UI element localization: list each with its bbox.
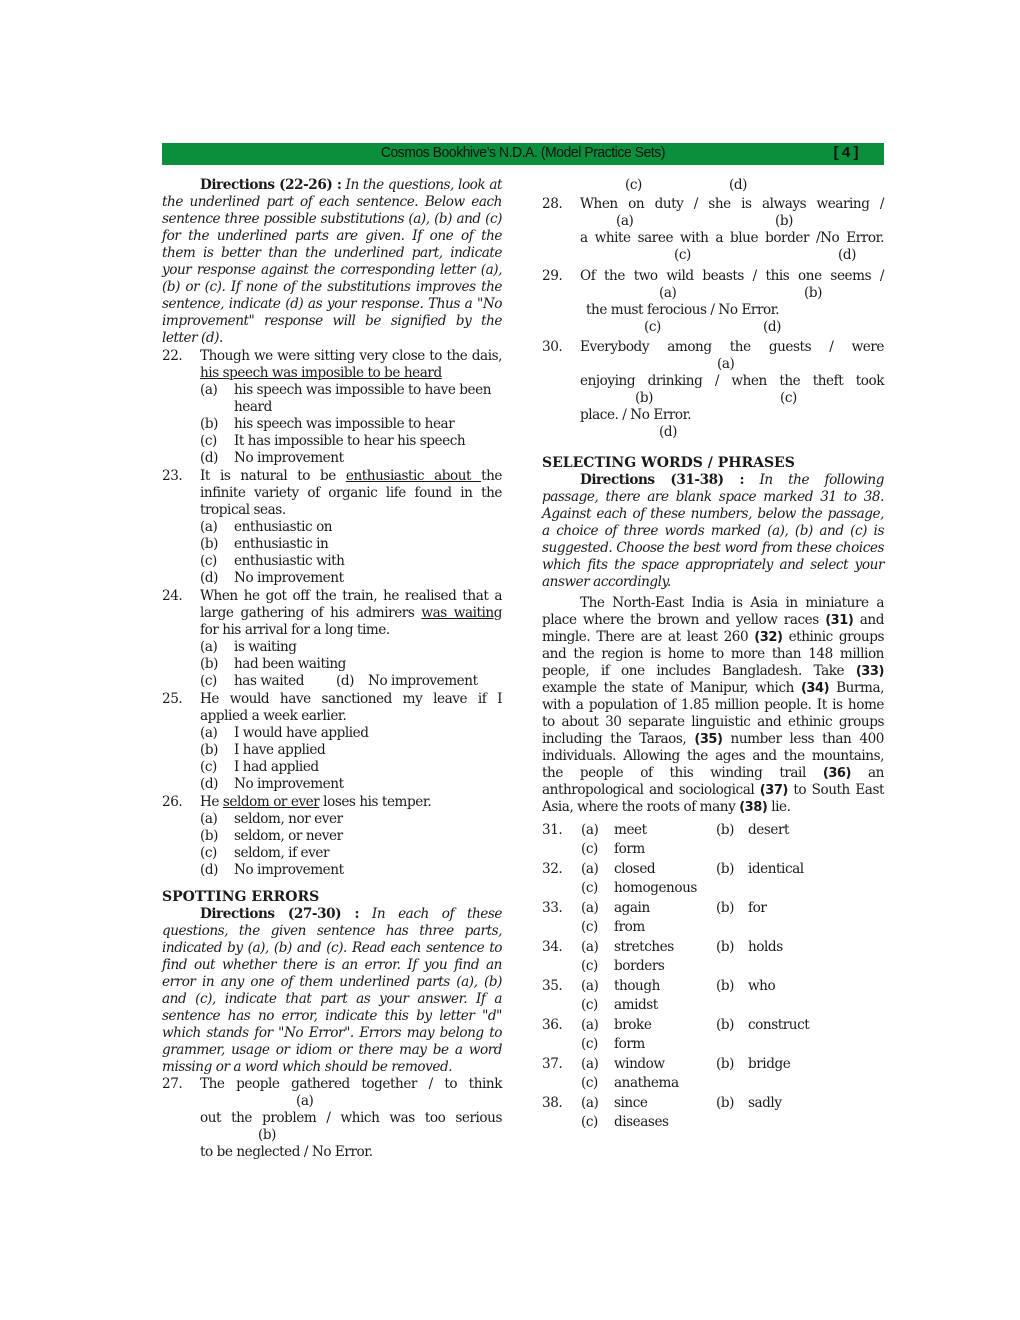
question-text: for his arrival for a long time. xyxy=(200,622,390,638)
question-text: Though we were sitting very close to the dais, xyxy=(200,348,502,364)
option-letter: (a) xyxy=(581,822,599,838)
choice-question-34 xyxy=(542,939,884,978)
question-number: 28. xyxy=(542,196,563,212)
question-number: 38. xyxy=(542,1095,563,1111)
choice-row xyxy=(542,997,884,1016)
option-text: has waited xyxy=(234,673,304,689)
blank-number: (31) xyxy=(825,613,854,628)
blank-number: (36) xyxy=(822,766,852,781)
option-letter: (d) xyxy=(336,673,354,689)
option-letter: (b) xyxy=(716,822,734,838)
passage-text: to South East Asia, where the roots of many xyxy=(542,782,885,815)
option-text: sadly xyxy=(748,1095,782,1111)
question-line: place. / No Error. xyxy=(580,407,692,423)
option-text: enthusiastic with xyxy=(234,553,345,569)
choice-row xyxy=(542,1017,884,1036)
option-letter: (a) xyxy=(581,900,599,916)
passage-text: example the state of Manipur, which xyxy=(542,680,801,696)
directions-27-30 xyxy=(162,906,502,1076)
part-label: (c) xyxy=(780,390,797,406)
question-number: 27. xyxy=(162,1076,183,1092)
option-text: who xyxy=(748,978,776,994)
underlined-phrase: seldom or ever xyxy=(222,794,320,810)
part-label: (b) xyxy=(804,285,822,301)
question-stem xyxy=(162,588,502,639)
question-line: out the problem / which was too serious xyxy=(200,1110,502,1126)
directions-text: In the questions, look at the underlined part of each sentence. Below each sentence three possible substitutions (a), (b) and (c) for the underlined parts are given. If one of the them is better than the underlined part, indicate your response against the corresponding letter (a), (b) or (c). If none of the substitutions improves the sentence, indicate (d) as your response. Thus a "No improvement" response will be signified by the letter (d). xyxy=(162,177,502,346)
option xyxy=(162,433,502,450)
part-label: (c) xyxy=(674,247,691,263)
directions-label: Directions (31-38) : xyxy=(580,472,745,488)
option-letter: (c) xyxy=(200,845,217,861)
option-letter: (b) xyxy=(716,939,734,955)
choice-question-31 xyxy=(542,822,884,861)
option xyxy=(162,382,502,416)
choice-question-33 xyxy=(542,900,884,939)
choice-row xyxy=(542,880,884,899)
option-letter: (b) xyxy=(716,900,734,916)
passage-text: The North-East India is Asia in miniature a place where the brown and yellow races xyxy=(542,595,884,628)
option xyxy=(162,828,502,845)
question-number: 29. xyxy=(542,268,563,284)
section-heading-selecting-words: SELECTING WORDS / PHRASES xyxy=(542,455,795,471)
option-letter: (b) xyxy=(716,978,734,994)
choice-row xyxy=(542,939,884,958)
option xyxy=(162,553,502,570)
question-text: the infinite variety of organic life found in the tropical seas. xyxy=(200,468,502,518)
question-text: He would have sanctioned my leave if I applied a week earlier. xyxy=(200,691,502,724)
option-text: meet xyxy=(614,822,647,838)
choice-row xyxy=(542,1036,884,1055)
passage-text: lie. xyxy=(767,799,791,815)
option-letter: (b) xyxy=(716,1095,734,1111)
choice-row xyxy=(542,978,884,997)
passage-text: ethinic groups and the region is home to more than 148 million people, if one includes Bangladesh. Take xyxy=(542,629,884,679)
question-27-labels xyxy=(542,177,884,194)
part-label: (a) xyxy=(616,213,634,229)
choice-row xyxy=(542,900,884,919)
choice-question-36 xyxy=(542,1017,884,1056)
option-letter: (c) xyxy=(200,673,217,689)
option-text: I would have applied xyxy=(234,725,369,741)
option-text: No improvement xyxy=(234,862,344,878)
part-label: (b) xyxy=(775,213,793,229)
option-letter: (a) xyxy=(200,639,218,655)
question-number: 30. xyxy=(542,339,563,355)
option-letter: (a) xyxy=(581,978,599,994)
question-30 xyxy=(542,339,884,441)
part-label: (c) xyxy=(625,177,642,193)
left-column xyxy=(162,177,502,1161)
option-letter: (c) xyxy=(581,919,598,935)
option xyxy=(162,639,502,656)
option xyxy=(162,862,502,879)
option xyxy=(162,759,502,776)
question-line: a white saree with a blue border /No Error. xyxy=(580,230,884,246)
book-title: Cosmos Bookhive’s N.D.A. (Model Practice Sets) xyxy=(380,144,666,161)
blank-number: (33) xyxy=(855,664,884,679)
part-label: (a) xyxy=(717,356,735,372)
option xyxy=(162,536,502,553)
directions-31-38 xyxy=(542,472,884,591)
option-letter: (a) xyxy=(200,725,218,741)
option xyxy=(162,742,502,759)
option-text: homogenous xyxy=(614,880,697,896)
choice-row xyxy=(542,861,884,880)
blank-number: (37) xyxy=(759,783,788,798)
choice-row xyxy=(542,1056,884,1075)
option-text: though xyxy=(614,978,660,994)
question-28 xyxy=(542,196,884,264)
choice-row xyxy=(542,841,884,860)
question-number: 23. xyxy=(162,468,183,484)
option-letter: (c) xyxy=(581,1114,598,1130)
option-letter: (c) xyxy=(581,997,598,1013)
option-letter: (a) xyxy=(200,811,218,827)
option-letter: (c) xyxy=(581,841,598,857)
part-label: (b) xyxy=(258,1127,276,1143)
option-text: No improvement xyxy=(368,673,478,689)
question-22 xyxy=(162,348,502,467)
option-letter: (b) xyxy=(716,1056,734,1072)
option xyxy=(162,519,502,536)
option-text: diseases xyxy=(614,1114,669,1130)
option-text: It has impossible to hear his speech xyxy=(234,433,466,449)
question-number: 32. xyxy=(542,861,563,877)
part-label: (d) xyxy=(763,319,781,335)
option-text: anathema xyxy=(614,1075,679,1091)
option-letter: (a) xyxy=(581,1017,599,1033)
answer-choices xyxy=(542,822,884,1134)
right-column xyxy=(542,177,884,1134)
option xyxy=(162,656,502,673)
option-letter: (a) xyxy=(581,939,599,955)
directions-label: Directions (27-30) : xyxy=(200,906,360,922)
option-letter: (b) xyxy=(200,416,218,432)
question-line: Of the two wild beasts / this one seems / xyxy=(580,268,884,284)
section-heading-spotting-errors: SPOTTING ERRORS xyxy=(162,889,320,905)
option-text: desert xyxy=(748,822,790,838)
option xyxy=(162,776,502,793)
part-label: (d) xyxy=(659,424,677,440)
question-number: 22. xyxy=(162,348,183,364)
option-text: holds xyxy=(748,939,783,955)
passage-text: an anthropological and sociological xyxy=(542,765,884,798)
option-letter: (b) xyxy=(200,828,218,844)
question-number: 37. xyxy=(542,1056,563,1072)
option-text: form xyxy=(614,1036,645,1052)
option-letter: (d) xyxy=(200,570,218,586)
page-header-bar xyxy=(162,143,884,165)
option-text: bridge xyxy=(748,1056,791,1072)
blank-number: (32) xyxy=(754,630,783,645)
part-label: (d) xyxy=(838,247,856,263)
option-letter: (b) xyxy=(716,1017,734,1033)
option-text: is waiting xyxy=(234,639,297,655)
question-line: the must ferocious / No Error. xyxy=(586,302,780,318)
option-letter: (d) xyxy=(200,776,218,792)
option-letter: (b) xyxy=(200,656,218,672)
question-text: It is natural to be xyxy=(200,468,346,484)
part-label: (d) xyxy=(729,177,747,193)
option-text: No improvement xyxy=(234,570,344,586)
question-number: 36. xyxy=(542,1017,563,1033)
question-number: 24. xyxy=(162,588,183,604)
part-label: (a) xyxy=(659,285,677,301)
questions-22-26 xyxy=(162,348,502,879)
option-text: from xyxy=(614,919,645,935)
question-26 xyxy=(162,794,502,879)
question-line: to be neglected / No Error. xyxy=(200,1144,373,1160)
option-text: enthusiastic on xyxy=(234,519,333,535)
option-text: his speech was impossible to have been heard xyxy=(234,382,492,415)
option-text: stretches xyxy=(614,939,674,955)
question-text: When he got off the train, he realised that a large gathering of his admirers xyxy=(200,588,502,621)
option xyxy=(162,450,502,467)
option-letter: (c) xyxy=(581,958,598,974)
option-letter: (b) xyxy=(716,861,734,877)
question-23 xyxy=(162,468,502,587)
option xyxy=(162,725,502,742)
option-text: borders xyxy=(614,958,665,974)
question-number: 34. xyxy=(542,939,563,955)
choice-question-37 xyxy=(542,1056,884,1095)
choice-row xyxy=(542,958,884,977)
passage-text: and mingle. There are at least 260 xyxy=(542,612,884,645)
option-text: closed xyxy=(614,861,656,877)
option-text: construct xyxy=(748,1017,810,1033)
option-letter: (c) xyxy=(581,1075,598,1091)
option-text: amidst xyxy=(614,997,658,1013)
directions-22-26 xyxy=(162,177,502,347)
question-number: 26. xyxy=(162,794,183,810)
option-letter: (a) xyxy=(581,1056,599,1072)
part-label: (a) xyxy=(296,1093,314,1109)
option-letter: (d) xyxy=(200,862,218,878)
option-text: seldom, or never xyxy=(234,828,343,844)
directions-label: Directions (22-26) : xyxy=(200,177,342,193)
question-line: enjoying drinking / when the theft took xyxy=(580,373,884,389)
choice-row xyxy=(542,1075,884,1094)
option-letter: (b) xyxy=(200,742,218,758)
option-text: I had applied xyxy=(234,759,319,775)
option-letter: (c) xyxy=(581,1036,598,1052)
option-text: for xyxy=(748,900,767,916)
option-letter: (a) xyxy=(200,519,218,535)
option-letter: (c) xyxy=(200,433,217,449)
question-stem xyxy=(162,691,502,725)
cloze-passage xyxy=(542,595,884,816)
part-label: (b) xyxy=(635,390,653,406)
option-text: seldom, nor ever xyxy=(234,811,343,827)
underlined-phrase: enthusiastic about xyxy=(345,468,482,484)
choice-row xyxy=(542,1095,884,1114)
question-stem xyxy=(162,468,502,519)
underlined-phrase: his speech was imposible to be heard xyxy=(200,365,442,381)
option-text: No improvement xyxy=(234,776,344,792)
question-29 xyxy=(542,268,884,336)
question-number: 25. xyxy=(162,691,183,707)
option-text: enthusiastic in xyxy=(234,536,329,552)
blank-number: (38) xyxy=(739,800,768,815)
question-stem xyxy=(162,794,502,811)
option-text: identical xyxy=(748,861,804,877)
option-text: form xyxy=(614,841,645,857)
option-text: broke xyxy=(614,1017,652,1033)
question-27 xyxy=(162,1076,502,1161)
choice-question-32 xyxy=(542,861,884,900)
option-text: since xyxy=(614,1095,648,1111)
option xyxy=(162,570,502,587)
underlined-phrase: was waiting xyxy=(421,605,502,621)
choice-row xyxy=(542,919,884,938)
option-letter: (a) xyxy=(581,861,599,877)
passage-text: number less than 400 individuals. Allowing the ages and the mountains, the people of this winding trail xyxy=(542,731,884,781)
option-letter: (c) xyxy=(200,759,217,775)
option-letter: (c) xyxy=(200,553,217,569)
option-text: seldom, if ever xyxy=(234,845,330,861)
choice-question-38 xyxy=(542,1095,884,1134)
option xyxy=(162,811,502,828)
passage-text: Burma, with a population of 1.85 million people. It is home to about 30 separate linguistic and ethinic groups including the Taraos, xyxy=(542,680,884,747)
option-text: I have applied xyxy=(234,742,326,758)
question-number: 35. xyxy=(542,978,563,994)
blank-number: (34) xyxy=(800,681,830,696)
question-number: 31. xyxy=(542,822,563,838)
question-text: loses his temper. xyxy=(319,794,432,810)
question-line: The people gathered together / to think xyxy=(200,1076,502,1092)
option xyxy=(162,416,502,433)
option-letter: (d) xyxy=(200,450,218,466)
question-25 xyxy=(162,691,502,793)
choice-question-35 xyxy=(542,978,884,1017)
option-letter: (a) xyxy=(200,382,218,398)
question-line: When on duty / she is always wearing / xyxy=(580,196,884,212)
option-text: No improvement xyxy=(234,450,344,466)
option-letter: (a) xyxy=(581,1095,599,1111)
directions-text: In the following passage, there are blank space marked 31 to 38. Against each of these numbers, below the passage, a choice of three words marked (a), (b) and (c) is suggested. Choose the best word from these choices which fits the space appropriately and select your answer accordingly. xyxy=(542,472,884,590)
question-number: 33. xyxy=(542,900,563,916)
choice-row xyxy=(542,822,884,841)
option-text: again xyxy=(614,900,650,916)
option-text: had been waiting xyxy=(234,656,346,672)
part-label: (c) xyxy=(644,319,661,335)
option-text: his speech was impossible to hear xyxy=(234,416,455,432)
question-line: Everybody among the guests / were xyxy=(580,339,884,355)
option-letter: (b) xyxy=(200,536,218,552)
question-stem xyxy=(162,348,502,382)
option-row xyxy=(162,673,502,690)
choice-row xyxy=(542,1114,884,1133)
blank-number: (35) xyxy=(694,732,723,747)
page-number: [ 4 ] xyxy=(833,144,858,161)
option-text: window xyxy=(614,1056,665,1072)
question-text: He xyxy=(200,794,223,810)
question-24 xyxy=(162,588,502,690)
option-letter: (c) xyxy=(581,880,598,896)
directions-text: In each of these questions, the given sentence has three parts, indicated by (a), (b) and (c). Read each sentence to find out whether there is an error. If you find an error in any one of them underlined parts (a), (b) and (c), indicate that part as your answer. If a sentence has no error, indicate this by letter "d" which stands for "No Error". Errors may belong to grammer, usage or idiom or there may be a word missing or a word which should be removed. xyxy=(162,906,502,1075)
option xyxy=(162,845,502,862)
